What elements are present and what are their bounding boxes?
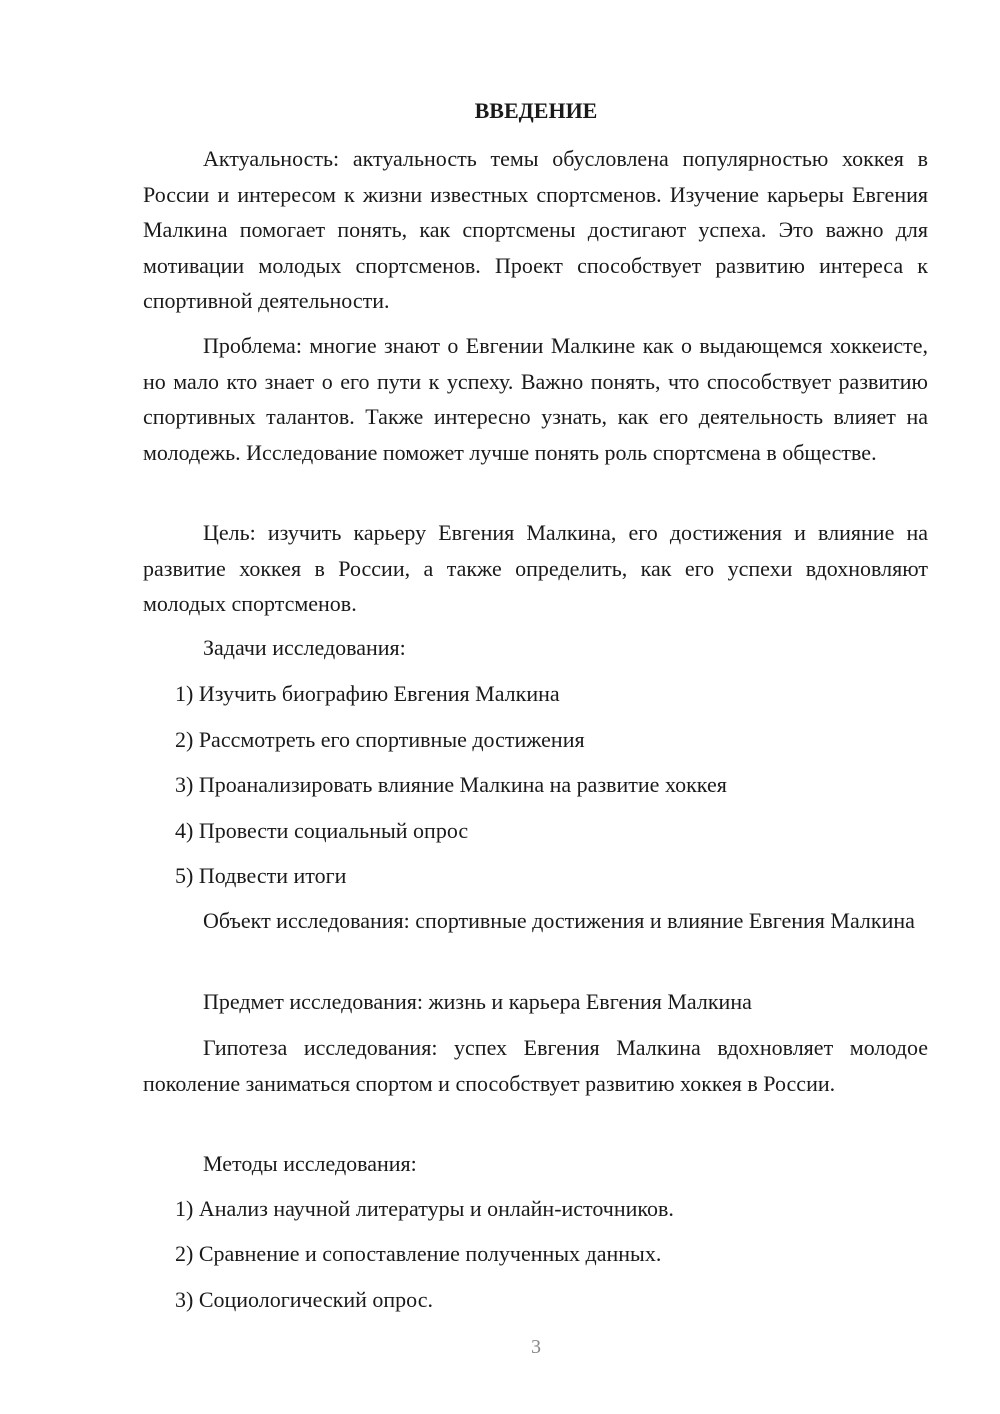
problem-paragraph: Проблема: многие знают о Евгении Малкине как о выдающемся хоккеисте, но мало кто знает о его пути к успеху. Важно понять, что способствует развитию спортивных талантов. Также интересно узнать, как его деятельность влияет на молодежь. Исследование поможет лучше понять роль спортсмена в обществе. xyxy=(143,333,928,465)
tasks-heading: Задачи исследования: xyxy=(203,635,406,660)
task-item: 1) Изучить биографию Евгения Малкина xyxy=(175,681,560,706)
task-item: 2) Рассмотреть его спортивные достижения xyxy=(175,727,585,752)
method-item: 2) Сравнение и сопоставление полученных данных. xyxy=(175,1241,662,1266)
method-item: 1) Анализ научной литературы и онлайн-источников. xyxy=(175,1196,674,1221)
task-item: 3) Проанализировать влияние Малкина на развитие хоккея xyxy=(175,772,727,797)
page-title: ВВЕДЕНИЕ xyxy=(474,98,598,123)
task-item: 5) Подвести итоги xyxy=(175,863,347,888)
methods-heading: Методы исследования: xyxy=(203,1151,417,1176)
goal-paragraph: Цель: изучить карьеру Евгения Малкина, его достижения и влияние на развитие хоккея в России, а также определить, как его успехи вдохновляют молодых спортсменов. xyxy=(143,520,928,616)
object-paragraph: Объект исследования: спортивные достижения и влияние Евгения Малкина xyxy=(203,908,915,933)
method-item: 3) Социологический опрос. xyxy=(175,1287,433,1312)
subject-paragraph: Предмет исследования: жизнь и карьера Евгения Малкина xyxy=(203,989,752,1014)
hypothesis-paragraph: Гипотеза исследования: успех Евгения Малкина вдохновляет молодое поколение заниматься спортом и способствует развитию хоккея в России. xyxy=(143,1035,928,1096)
page-number: 3 xyxy=(531,1336,541,1358)
relevance-paragraph: Актуальность: актуальность темы обусловлена популярностью хоккея в России и интересом к жизни известных спортсменов. Изучение карьеры Евгения Малкина помогает понять, как спортсмены достигают успеха. Это важно для мотивации молодых спортсменов. Проект способствует развитию интереса к спортивной деятельности. xyxy=(143,146,928,313)
task-item: 4) Провести социальный опрос xyxy=(175,818,469,843)
